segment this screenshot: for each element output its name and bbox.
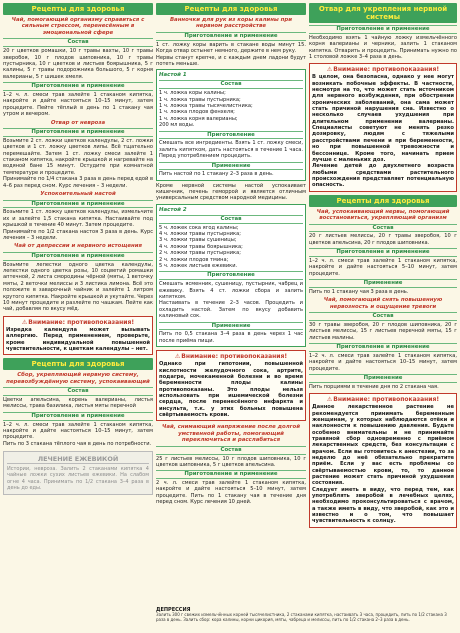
recipe-text: Пить по 1 стакану чая 3 раза в день. [309,288,409,295]
recipe-text: 1 ст. ложку коры варить в стакане воды минут 15. Когда отвар остынет немного, держите в нем руку. [156,41,306,55]
footer-text: Залить 300 г свежих измельчённых корней тысячелистника, 2 стаканами кипятка, настаивать 3 часа, процедить, пить по 1/2 стакана 3 раза в день. Залить сбор: кора калины, корни цикория, мяты, чабреца и мелиссы, пить по 1/2 стакана 2–3 раза в день. [156,612,447,622]
warning-box [156,350,306,421]
warning-box [3,316,153,355]
warning-icon: ⚠ [21,318,28,326]
recipe-text: 20 г листьев мелиссы, 20 г травы зверобоя, 10 г цветков апельсина, 20 г плодов шиповника. [309,233,457,246]
recipe-text: 1–2 ч. л. смеси трав залейте 1 стаканом кипятка, накройте и дайте настояться 10–15 минут, затем процедите. [3,421,153,441]
recipe-text: Нервы станут крепче, и с каждым днем ладони будут потеть меньше. [156,54,306,67]
warning-icon: ⚠ [174,353,181,361]
recipe-subtitle: Чай, успокаивающий нервы, помогающий восстановиться, укрепляющий организм [316,208,450,222]
recipe-subtitle: Чай, снимающий напряжение после долгой умственной работы, помогающий переключиться и расслабиться [162,424,300,444]
section-heading: Состав [159,80,303,89]
infusion-box-2 [156,204,306,347]
recipe-subtitle: Чай, помогающий организму справиться с сильным стрессом, перенесённым в эмоциональной сфере [11,17,145,36]
warning-icon: ⚠ [326,66,333,74]
recipe-text: Возьмите лепестки одного цветка календулы, лепестки одного цветка розы, 10 соцветий ромашки аптечной, 2 листа смородины чёрной (мяты, 1 веточку мяты, 2 веточки мелиссы и 3 листика лимона. Всё это положите в заварочный чайник и залейте 1 литром крутого кипятка. Накройте крышкой и укутайте. Через 10 минут процедите и разлейте по чашкам. Пейте как чай, добавляя по вкусу мёд. [3,261,154,313]
column-left [3,3,153,495]
recipe-text: 1–2 ч. л. смеси трав залейте 1 стаканом кипятка, накройте и дайте настояться 5–10 минут, затем процедите. [309,257,457,277]
section-title-bar: Отвар для укрепления нервной системы [309,3,457,23]
section-heading: Применение [159,322,303,331]
recipe-text: Пить порциями в течение дня по 2 стакана чая. [309,383,439,390]
warning-heading: ⚠Внимание: противопоказания! [326,66,440,74]
section-heading: Состав [3,387,153,396]
warning-heading: ⚠Внимание: противопоказания! [326,396,440,404]
recipe-text: Настаивать в течение 2–3 часов. Процедить и охладить настой. Затем по вкусу добавить калиновый сок. [159,300,303,320]
section-heading: Применение [309,374,457,383]
section-heading: Состав [309,224,457,233]
recipe-text: Смешать ясменник, сушеницу, пустырник, чабрец и ежевику. Взять 4 ст. ложки сбора и залить кипятком. [159,281,303,301]
section-heading: Приготовление и применение [309,343,457,352]
recipe-text: Принимайте по 1/2 стакана настоя 3 раза в день. Курс лечения – 3 недели. [3,228,153,241]
warning-box [309,63,457,191]
section-heading: Приготовление и применение [309,25,457,34]
ingredient-line: 200 мл воды. [159,122,195,129]
ingredient-line: 1 ч. ложка травы тысячелистника; [159,102,253,109]
recipe-text: Пить настой по 1 стакану 2–3 раза в день. [159,171,274,178]
section-heading: Состав [309,312,457,321]
recipe-text: Пить по 3 стакана тёплого чая в день по потребности. [3,440,152,447]
infusion-heading: Настой 1 [159,72,187,79]
blackberry-heading: ЛЕЧЕНИЕ ЕЖЕВИКОЙ [7,455,149,464]
column-right [309,3,457,531]
ingredient-line: 1 ч. ложка корня валерианы; [159,115,238,122]
recipe-text: 25 г листьев мелиссы, 10 г плодов шиповника, 10 г цветков шиповника, 5 г цветков апельсина. [156,455,306,468]
ingredient-line: 5 ч. ложек сока ягод калины; [159,224,239,231]
warning-text: Изредка календула может вызывать аллергию. Перед применением, проверьте, кроме индивидуальной повышенной чувствительности, к цветкам календулы – нет. [6,326,150,352]
warning-text: Следует иметь в виду, что перед тем, как употреблять зверобой в лечебных целях, необходимо проконсультироваться с врачом, а также иметь в виду, что зверобой, как это и известно и о том, что повышает чувствительность к солнцу. [312,486,454,525]
section-heading: Приготовление [159,131,303,140]
recipe-text: 1–2 ч. л. смеси трав залейте 1 стаканом кипятка, накройте и дайте настояться 10–15 минут, затем процедите. Пейте тёплый в день по 1 стакану чая утром и вечером. [3,91,153,118]
ingredient-line: 1 ч. ложка травы пустырника; [159,96,241,103]
section-heading: Применение [159,162,303,171]
section-heading: Приготовление и применение [3,412,153,421]
warning-icon: ⚠ [326,396,333,404]
ingredient-line: 1 ч. ложка плодов фенхеля; [159,109,235,116]
ingredient-line: 2 ч. ложки плодов тмина; [159,256,229,263]
ingredient-line: 5 ч. ложек листьев ежевики. [159,263,238,270]
recipe-text: 20 г цветков ромашки, 10 г травы вахты, 10 г травы зверобоя, 10 г плодов шиповника, 10 г травы пустырника, 10 г цветков и листьев боярышника, 5 г калины, 5 г травы подорожника большого, 5 г корня валерианы, 5 г шишек хмеля. [3,48,153,80]
recipe-text: Возьмите 1 ст. ложку цветков календулы, измельчите их и залейте 1,5 стакана кипятка. Настаивайте под крышкой в течение 40 минут. Затем процедите. [3,209,153,229]
recipe-subtitle: Чай от депрессии и нервного истощения [14,243,142,250]
section-heading: Приготовление и применение [3,252,153,261]
warning-heading: ⚠Внимание: противопоказания! [174,353,288,361]
section-title-bar: Рецепты для здоровья [156,3,306,15]
section-heading: Состав [159,215,303,224]
recipe-text: 1–2 ч. л. смеси трав залейте 1 стаканом кипятка, накройте и дайте настояться 10–15 минут, затем процедите. [309,352,457,372]
recipe-subtitle: Успокоительный настой [40,191,116,198]
warning-text: В целом, она безопасна, однако у нее могут возникать побочные эффекты. В частности, несмотря на то, что может стать источником для нервного возбуждения, при обострении хронических заболеваний, она сама может стать причиной нарушения сна. Известно о несколько случаев ухудшения при длительном применении валерианы. Специалисты советуют не менять резко дозировку, людям с тяжелыми расстройствами печени и при беременности, но при повышенной тревожности и бессоннице. Кроме того, начинать прием лучше с маленьких доз. [312,74,454,163]
section-heading: Приготовление и применение [3,82,153,91]
infusion-box-1 [156,69,306,180]
section-title-bar: Рецепты для здоровья [3,3,153,15]
recipe-text: Смешать все ингредиенты. Взять 1 ст. ложку смеси, залить кипятком, дать настояться в течение 1 часа. Перед употреблением процедить. [159,140,303,160]
section-heading: Приготовление и применение [309,248,457,257]
recipe-text: Необходимо взять 1 чайную ложку измельчённого корня валерианы и черники, залить 1 стаканом кипятка. Отварить и процедить. Принимать нужно по 1 столовой ложке 3–4 раза в день. [309,34,457,60]
recipe-text: Цветки апельсина, корень валерианы, листья мелиссы, трава базилика, листья мяты перечной [3,396,153,410]
blackberry-text: Истории, невроза. Залить 2 стаканами кипятка 4 чайные ложки сухих листьев ежевики. На слабом огне 4 часа. Принимать по 1/2 стакана 3–4 раза в день до еды. [7,466,149,491]
warning-box [309,393,457,528]
recipe-subtitle: Ванночки для рук из коры калины при нервном расстройстве [169,17,293,30]
recipe-subtitle: Чай, помогающий снять повышенную нервозность и ощущение тревоги [323,297,443,310]
warning-text: Данное лекарственное растение не рекомендуется принимать беременным женщинам, у которых наблюдаются отёки и наклонности к повышению давления. Будьте особенно внимательны и не принимайте травяной сбор одновременно с приёмом лекарственных средств, без консультации с врачом. Если вы готовитесь к анестезии, то за неделю до неё обязательно прекратите приём. Если у вас есть проблемы со свёртываемостью крови, то, то данное растение может стать причиной ухудшения состояния. [312,404,454,487]
recipe-subtitle: Отвар от невроза [50,119,106,126]
section-heading: Приготовление и применение [3,200,153,209]
recipe-text: Пить по 0,5 стакана 3–4 раза в день через 1 час после приёма пищи. [159,331,303,344]
ingredient-line: 4 ч. ложки травы пустырника; [159,231,241,238]
section-title-bar: Рецепты для здоровья [309,195,457,207]
ingredient-line: 1 ч. ложка коры калины; [159,90,226,97]
warning-text: Однако при гипотонии, повышенной кислотности желудочного сока, артрите, подагре, мочекаменной болезни и во время беременности плоды калины противопоказаны. Это плоды нельзя использовать при ишемической болезни сердца, после перенесённого инфаркта и инсульта, т.к. у этих больных повышена свёртываемость крови. [159,361,303,418]
recipe-subtitle: Сбор, укрепляющий нервную систему, перевозбуждённую систему, успокаивающий [6,372,150,385]
section-heading: Приготовление и применение [156,32,306,41]
ingredient-line: 3 ч. ложки травы сушеницы; [159,237,237,244]
warning-heading: ⚠Внимание: противопоказания! [21,318,135,326]
blackberry-box [3,451,153,495]
section-heading: Приготовление и применение [3,128,153,137]
footer-strip [156,607,457,623]
recipe-text: 30 г травы зверобоя, 20 г плодов шиповника, 20 г листьев мелиссы, 15 г листьев перечной мяты, 15 г листьев малины. [309,321,457,341]
recipe-text: Возьмите 2 ст. ложки цветков календулы, 2 ст. ложки цветков и 1 ст. ложку цветков липы. Всё тщательно перемешайте. Затем 1 ст. ложку смеси залейте 1 стаканом кипятка, накройте крышкой и нагревайте на водяной бане 15 минут. Остудите при комнатной температуре и процедите. [3,137,153,176]
warning-text: Лечение детей до двухлетнего возраста любыми средствами растительного происхождения представляет потенциальную опасность. [312,163,454,189]
section-heading: Приготовление [159,271,303,280]
ingredient-line: 4 ч. ложки травы боярышника; [159,243,243,250]
section-title-bar: Рецепты для здоровья [3,358,153,370]
footer-heading: ДЕПРЕССИЯ [156,607,191,613]
section-heading: Состав [3,38,153,47]
recipe-text: Принимайте по 1/4 стакана 3 раза в день перед едой в 4–6 раз перед сном. Курс лечения – 3 недели. [3,176,153,189]
column-middle [156,3,306,506]
section-heading: Состав [156,446,306,455]
recipe-text: 2 ч. л. смеси трав залейте 1 стаканом кипятка, накройте и дайте настояться 5–10 минут, затем процедите. Пить по 1 стакану чая в течение дня перед сном. Курс лечения 10 дней. [156,480,306,506]
section-heading: Приготовление и применение [156,470,306,479]
infusion-heading: Настой 2 [159,206,187,213]
ingredient-line: 2 ч. ложки травы пустырника; [159,250,241,257]
section-heading: Применение [309,279,457,288]
recipe-text: Кроме нервной системы настой успокаивает кишечник, печень геморрой и является отличным универсальным средством народной медицины. [156,182,306,202]
